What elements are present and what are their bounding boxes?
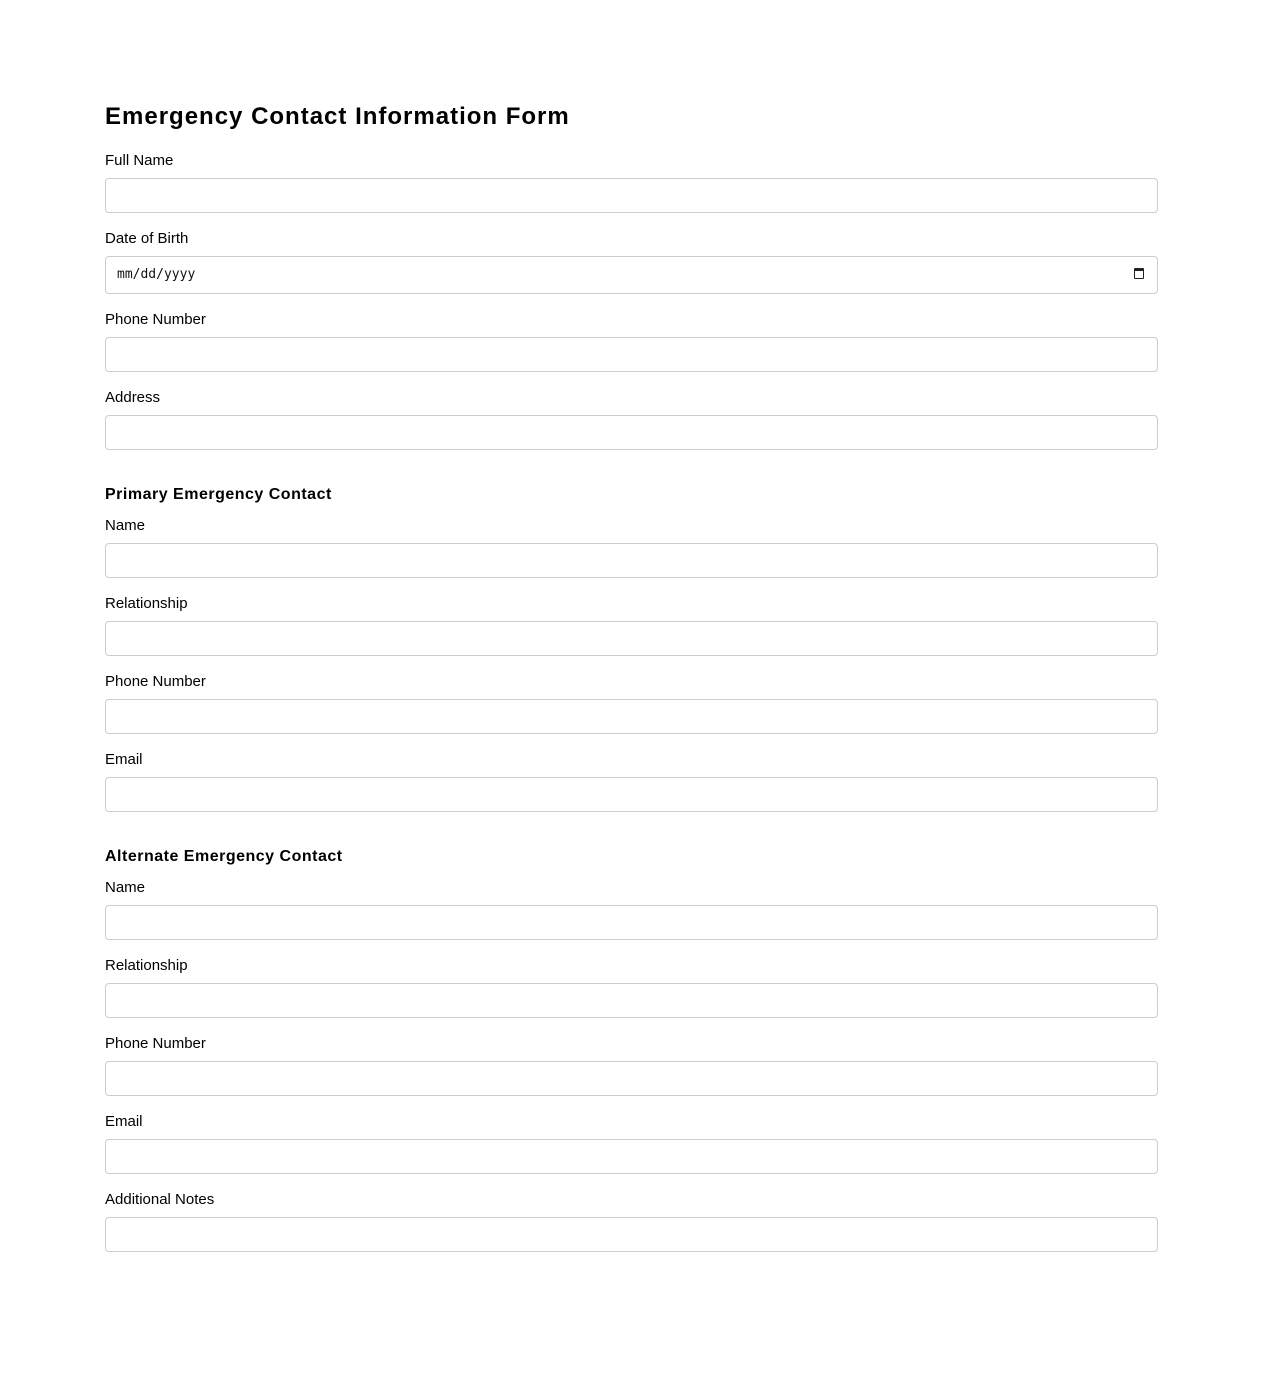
primary-email-label: Email xyxy=(105,751,143,768)
alternate-relationship-input[interactable] xyxy=(105,983,1158,1018)
page-title: Emergency Contact Information Form xyxy=(105,103,570,130)
alternate-phone-label: Phone Number xyxy=(105,1035,206,1052)
full-name-label: Full Name xyxy=(105,152,174,169)
primary-contact-section xyxy=(105,485,1158,812)
alternate-contact-heading: Alternate Emergency Contact xyxy=(105,848,343,865)
primary-phone-input[interactable] xyxy=(105,699,1158,734)
dob-placeholder: mm/dd/yyyy xyxy=(117,267,196,282)
primary-contact-heading: Primary Emergency Contact xyxy=(105,486,332,503)
additional-notes-input[interactable] xyxy=(105,1217,1158,1252)
calendar-icon[interactable] xyxy=(1134,268,1144,279)
alternate-name-label: Name xyxy=(105,879,146,896)
dob-label: Date of Birth xyxy=(105,230,189,247)
additional-notes-label: Additional Notes xyxy=(105,1191,215,1208)
alternate-phone-input[interactable] xyxy=(105,1061,1158,1096)
emergency-contact-form xyxy=(105,100,1158,1269)
alternate-name-input[interactable] xyxy=(105,905,1158,940)
primary-relationship-input[interactable] xyxy=(105,621,1158,656)
primary-relationship-label: Relationship xyxy=(105,595,188,612)
phone-input[interactable] xyxy=(105,337,1158,372)
dob-input[interactable] xyxy=(105,256,1158,294)
address-input[interactable] xyxy=(105,415,1158,450)
full-name-input[interactable] xyxy=(105,178,1158,213)
alternate-contact-section xyxy=(105,847,1158,1252)
alternate-email-input[interactable] xyxy=(105,1139,1158,1174)
primary-phone-label: Phone Number xyxy=(105,673,206,690)
phone-label: Phone Number xyxy=(105,311,206,328)
primary-name-label: Name xyxy=(105,517,146,534)
primary-email-input[interactable] xyxy=(105,777,1158,812)
alternate-email-label: Email xyxy=(105,1113,143,1130)
address-label: Address xyxy=(105,389,161,406)
alternate-relationship-label: Relationship xyxy=(105,957,188,974)
primary-name-input[interactable] xyxy=(105,543,1158,578)
